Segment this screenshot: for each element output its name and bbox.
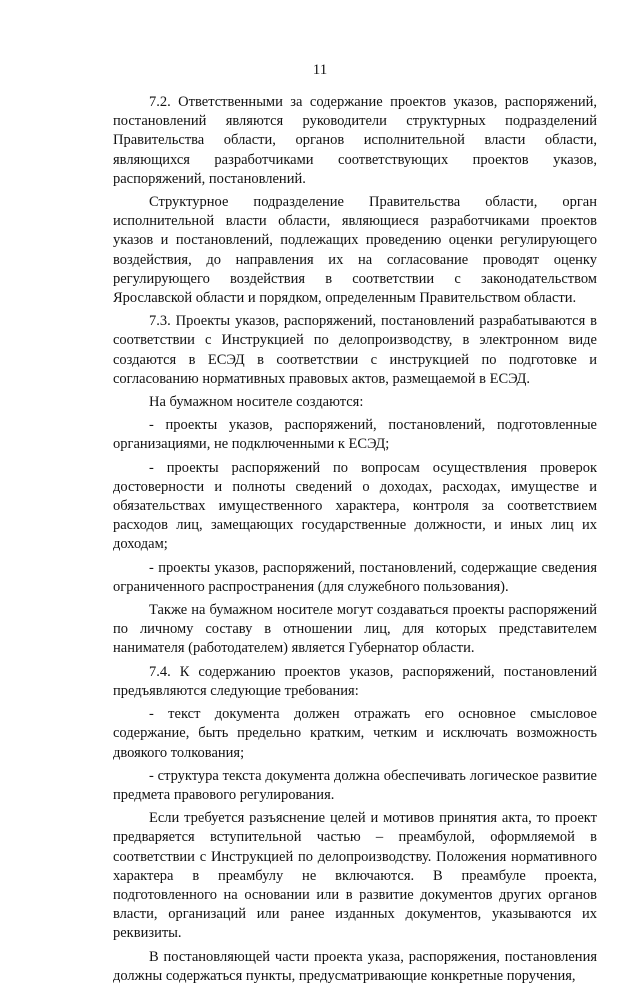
list-item: - проекты распоряжений по вопросам осуществления проверок достоверности и полноты сведений о доходах, расходах, имуществе и обязательствах имущественного характера, контроля за соответствием расходов лиц, замещающих государственные должности, и иных лиц их доходам;	[113, 459, 597, 553]
list-item: - проекты указов, распоряжений, постановлений, подготовленные организациями, не подключенными к ЕСЭД;	[113, 417, 597, 453]
paragraph-operative-part: В постановляющей части проекта указа, распоряжения, постановления должны содержаться пункты, предусматривающие конкретные поручения,	[113, 948, 597, 984]
paragraph-preamble: Если требуется разъяснение целей и мотивов принятия акта, то проект предваряется вступительной частью – преамбулой, оформляемой в соответствии с Инструкцией по делопроизводству. Положения нормативного характера в преамбулу не включаются. В преамбуле проекта, подготовленного на основании или в развитие документов других органов власти, организаций или ранее изданных документов, указываются их реквизиты.	[113, 810, 597, 942]
paragraph-rov: Структурное подразделение Правительства области, орган исполнительной власти области, являющиеся разработчиками проектов указов и постановлений, подлежащих проведению оценки регулирующего воздействия, до направления их на согласование проводят оценку регулирующего воздействия в соответствии с законодательством Ярославской области и порядком, определенным Правительством области.	[113, 194, 597, 307]
list-item: - проекты указов, распоряжений, постановлений, содержащие сведения ограниченного распространения (для служебного пользования).	[113, 559, 597, 595]
paragraph-7-2: 7.2. Ответственными за содержание проектов указов, распоряжений, постановлений являются руководители структурных подразделений Правительства области, органов исполнительной власти области, являющихся разработчиками соответствующих проектов указов, распоряжений, постановлений.	[113, 94, 597, 187]
paragraph-7-3: 7.3. Проекты указов, распоряжений, постановлений разрабатываются в соответствии с Инструкцией по делопроизводству, в электронном виде создаются в ЕСЭД в соответствии с инструкцией по подготовке и согласованию нормативных правовых актов, размещаемой в ЕСЭД.	[113, 313, 597, 387]
list-item: - текст документа должен отражать его основное смысловое содержание, быть предельно кратким, четким и исключать возможность двоякого толкования;	[113, 706, 597, 761]
list-item: - структура текста документа должна обеспечивать логическое развитие предмета правового регулирования.	[113, 767, 597, 803]
paragraph-paper-intro: На бумажном носителе создаются:	[149, 394, 364, 411]
paragraph-personnel: Также на бумажном носителе могут создаваться проекты распоряжений по личному составу в отношении лиц, для которых представителем нанимателя (работодателем) является Губернатор области.	[113, 602, 597, 657]
document-body	[113, 93, 597, 990]
page-number: 11	[312, 62, 328, 78]
paragraph-7-4: 7.4. К содержанию проектов указов, распоряжений, постановлений предъявляются следующие требования:	[113, 663, 597, 699]
